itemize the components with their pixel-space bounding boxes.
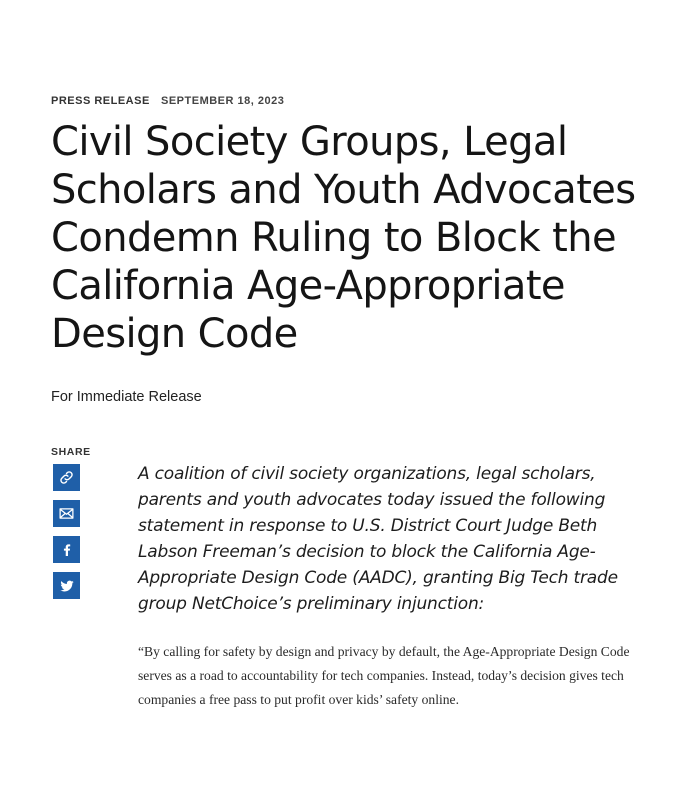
article-meta — [51, 95, 284, 107]
share-facebook-button[interactable] — [53, 536, 80, 563]
article-date: SEPTEMBER 18, 2023 — [161, 95, 285, 107]
twitter-icon — [59, 578, 75, 594]
article-lede: A coalition of civil society organizations, legal scholars, parents and youth advocates today issued the following statement in response to U.S. District Court Judge Beth Labson Freeman’s decision to block the California Age-Appropriate Design Code (AADC), granting Big Tech trade group NetChoice’s preliminary injunction: — [138, 464, 618, 614]
email-icon — [58, 505, 75, 522]
link-icon — [58, 469, 75, 486]
share-twitter-button[interactable] — [53, 572, 80, 599]
release-note: For Immediate Release — [51, 389, 202, 405]
share-email-button[interactable] — [53, 500, 80, 527]
share-link-button[interactable] — [53, 464, 80, 491]
page-title: Civil Society Groups, Legal Scholars and Youth Advocates Condemn Ruling to Block the California Age-Appropriate Design Code — [51, 119, 636, 357]
article-type: PRESS RELEASE — [51, 95, 150, 107]
share-label: SHARE — [51, 446, 91, 458]
facebook-icon — [59, 542, 75, 558]
share-buttons — [53, 464, 80, 599]
article-quote: “By calling for safety by design and privacy by default, the Age-Appropriate Design Code serves as a road to accountability for tech companies. Instead, today’s decision gives tech companies a free pass to put profit over kids’ safety online. — [138, 644, 630, 707]
